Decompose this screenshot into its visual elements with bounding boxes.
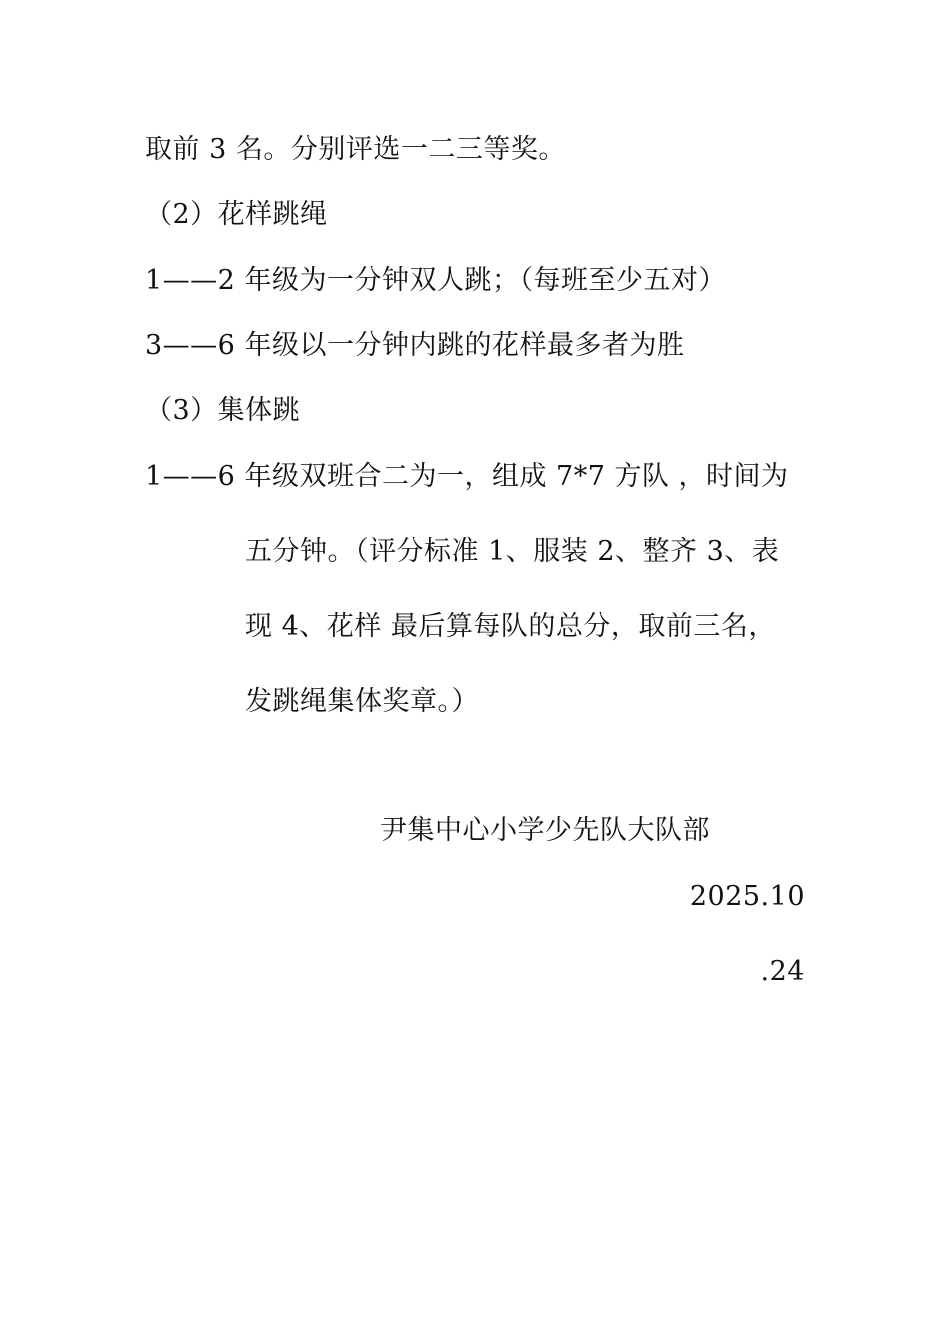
text-line-grade-3-6: 3——6 年级以一分钟内跳的花样最多者为胜 (145, 330, 685, 361)
date-part-1: 2025.10 (689, 881, 805, 912)
text-line-group-rule-cont-3: 发跳绳集体奖章。） (245, 686, 479, 717)
text-line-group-rule-cont-1: 五分钟。（评分标准 1、服装 2、整齐 3、表 (245, 536, 780, 567)
text-line-prize-rule: 取前 3 名。分别评选一二三等奖。 (145, 134, 566, 165)
text-line-group-rule: 1——6 年级双班合二为一，组成 7*7 方队 ，时间为 (145, 461, 789, 492)
heading-fancy-rope: （2）花样跳绳 (145, 199, 328, 230)
heading-group-rope: （3）集体跳 (145, 395, 301, 426)
signature-organization: 尹集中心小学少先队大队部 (380, 815, 710, 846)
text-line-group-rule-cont-2: 现 4、花样 最后算每队的总分，取前三名， (245, 611, 776, 642)
date-part-2: .24 (760, 956, 805, 987)
text-line-grade-1-2: 1——2 年级为一分钟双人跳；（每班至少五对） (145, 265, 726, 296)
